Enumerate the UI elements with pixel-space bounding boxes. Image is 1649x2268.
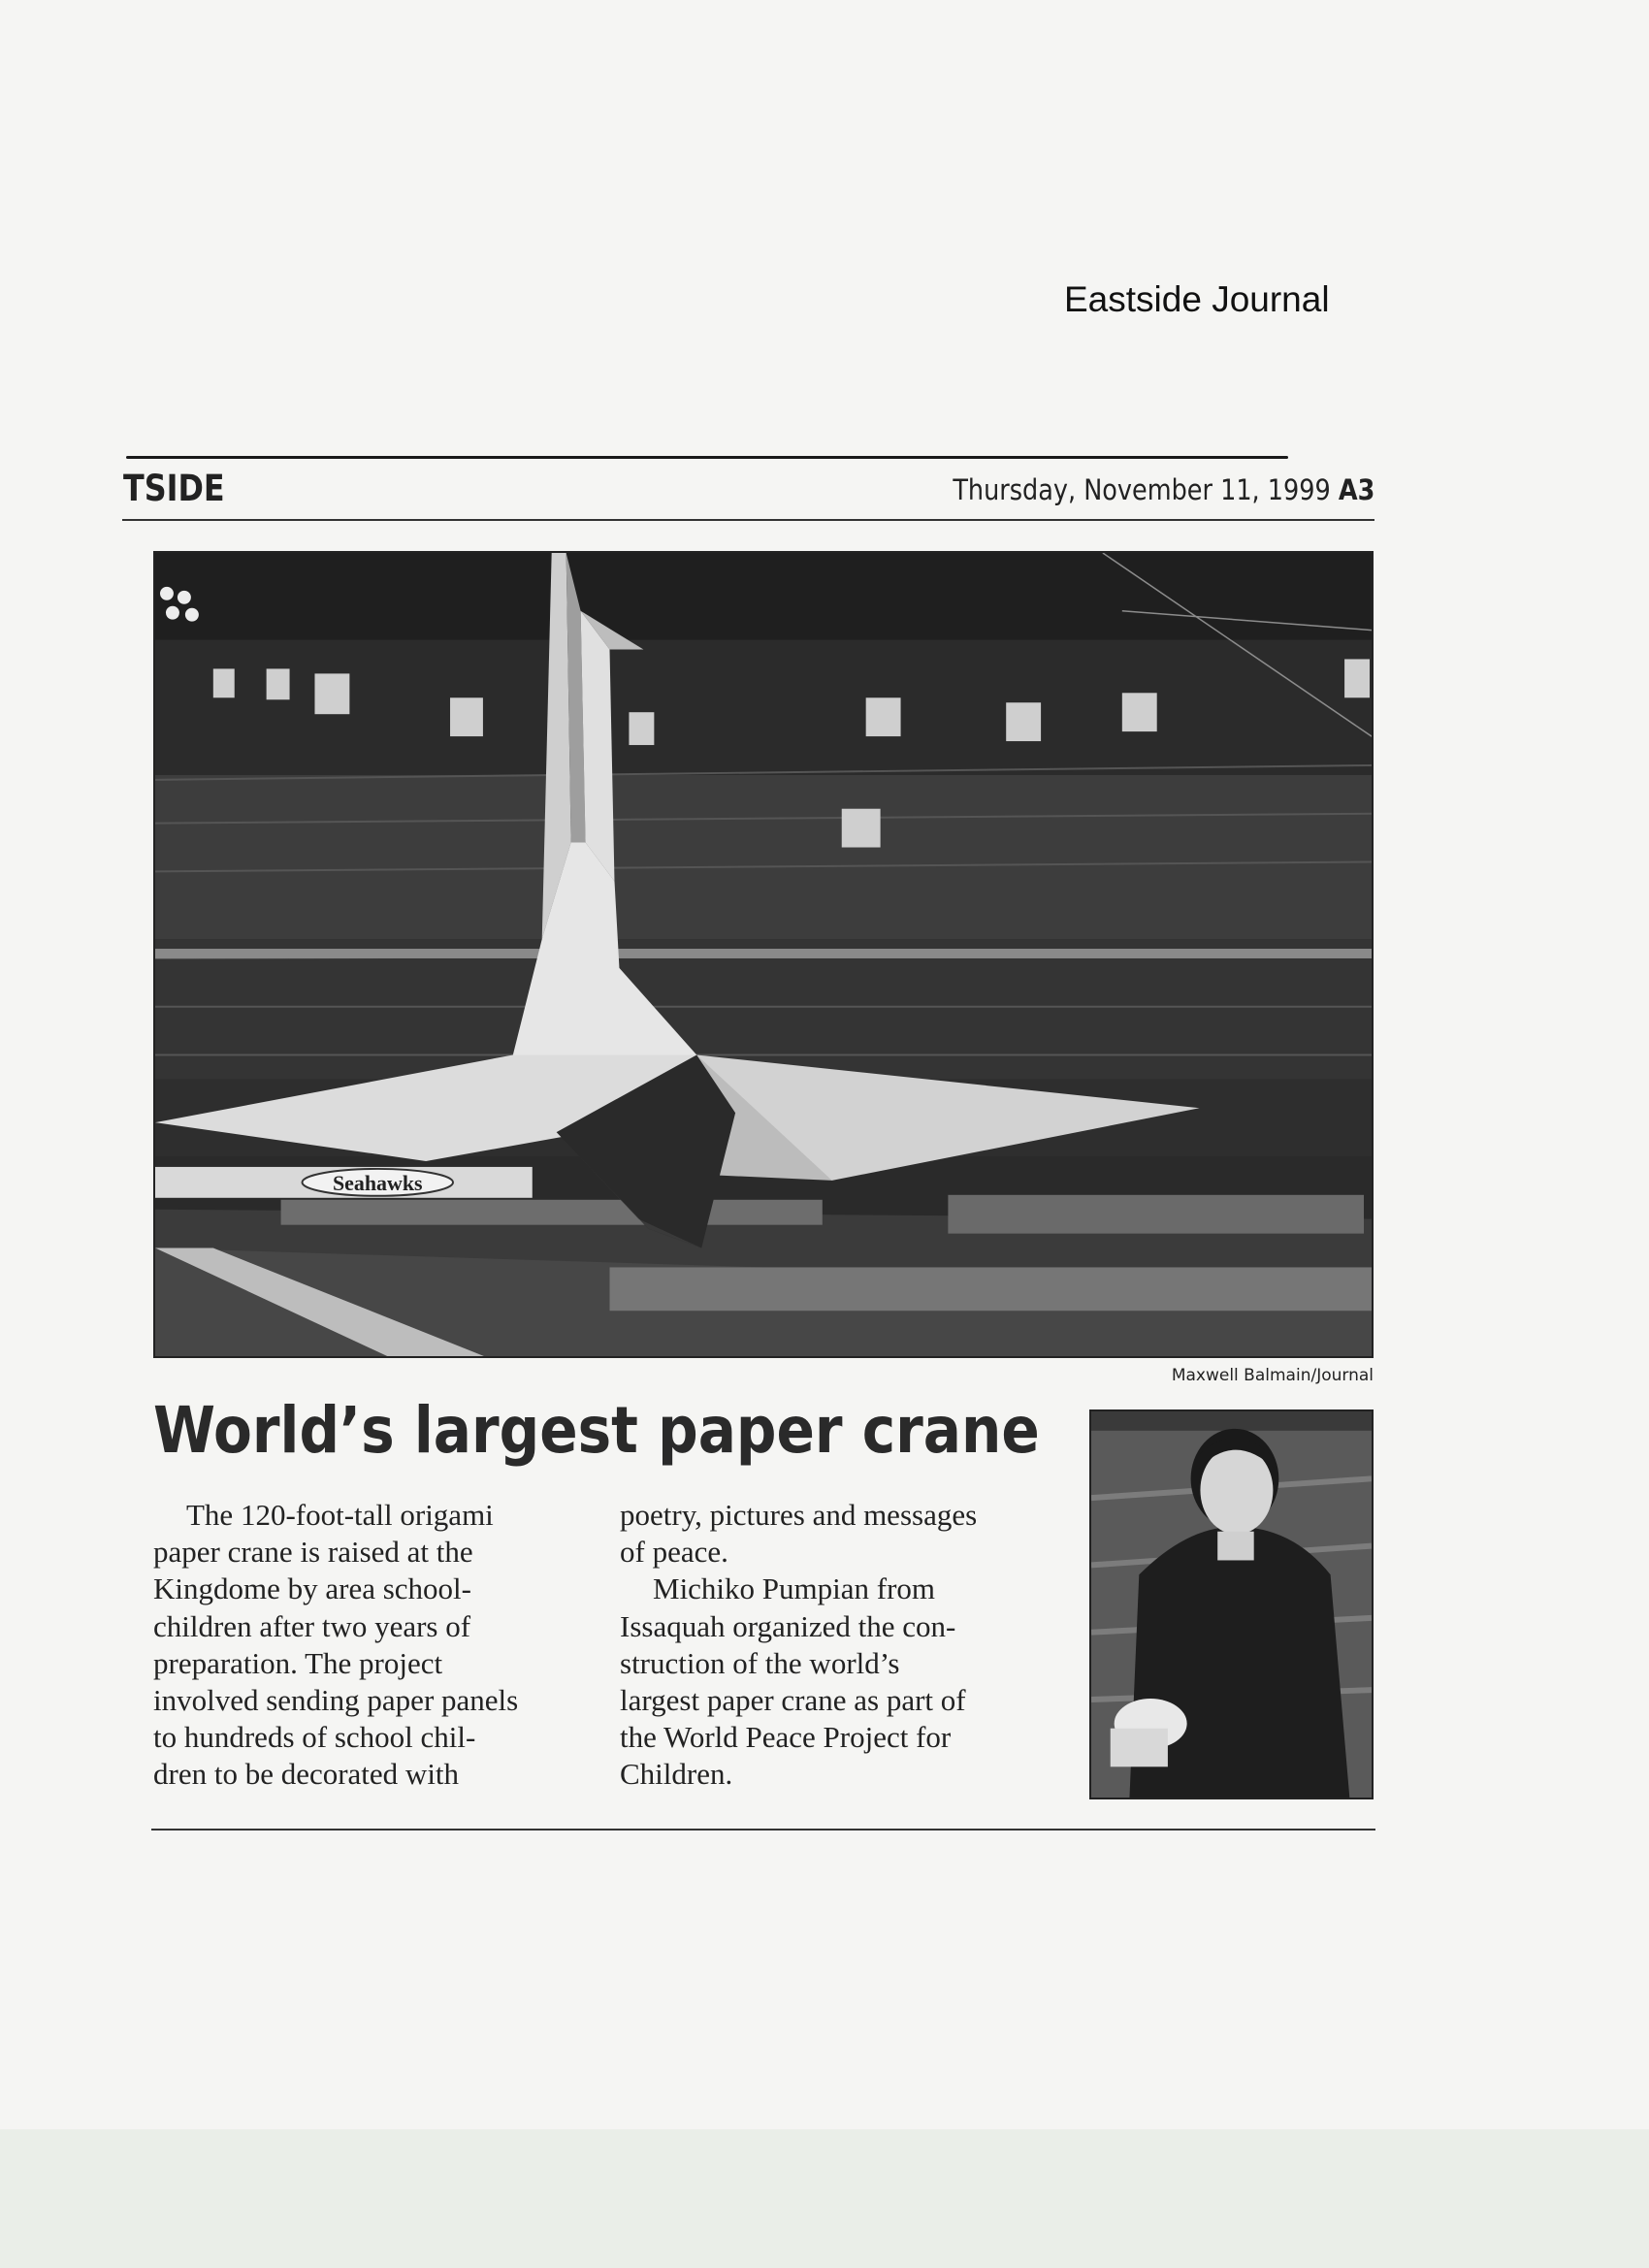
portrait-photo bbox=[1089, 1409, 1374, 1799]
body-line: children after two years of bbox=[153, 1608, 471, 1643]
page-number: A3 bbox=[1338, 473, 1374, 506]
stadium-crane-image bbox=[155, 553, 1372, 1356]
crane-photo bbox=[153, 551, 1374, 1358]
body-line: Issaquah organized the con- bbox=[620, 1608, 956, 1643]
body-line: The 120-foot-tall origami bbox=[186, 1498, 494, 1532]
header-rule-thick bbox=[126, 456, 1288, 459]
page-bottom-shade bbox=[0, 2129, 1649, 2268]
article-bottom-rule bbox=[151, 1829, 1375, 1831]
section-name: TSIDE bbox=[123, 468, 225, 509]
body-line: to hundreds of school chil- bbox=[153, 1720, 476, 1755]
signage-text: Seahawks bbox=[332, 1170, 423, 1195]
body-line: struction of the world’s bbox=[620, 1645, 900, 1680]
body-line: Children. bbox=[620, 1757, 733, 1792]
headline: World’s largest paper crane bbox=[153, 1393, 1040, 1468]
source-label: Eastside Journal bbox=[1064, 279, 1330, 319]
body-line: of peace. bbox=[620, 1535, 728, 1570]
article-column-2 bbox=[620, 1497, 977, 1794]
body-line: paper crane is raised at the bbox=[153, 1535, 473, 1570]
dateline bbox=[953, 473, 1374, 506]
body-line: involved sending paper panels bbox=[153, 1683, 519, 1718]
woman-portrait-image bbox=[1091, 1411, 1372, 1798]
body-line: the World Peace Project for bbox=[620, 1720, 952, 1755]
body-line: poetry, pictures and messages bbox=[620, 1498, 978, 1532]
body-line: largest paper crane as part of bbox=[620, 1683, 966, 1718]
publication-date: Thursday, November 11, 1999 bbox=[952, 473, 1331, 506]
body-line: Michiko Pumpian from bbox=[653, 1571, 936, 1606]
header-rule bbox=[122, 519, 1374, 521]
body-line: dren to be decorated with bbox=[153, 1757, 460, 1792]
body-line: Kingdome by area school- bbox=[153, 1571, 471, 1606]
photo-credit: Maxwell Balmain/Journal bbox=[1171, 1366, 1374, 1385]
body-line: preparation. The project bbox=[153, 1645, 443, 1680]
article-column-1 bbox=[153, 1497, 518, 1794]
